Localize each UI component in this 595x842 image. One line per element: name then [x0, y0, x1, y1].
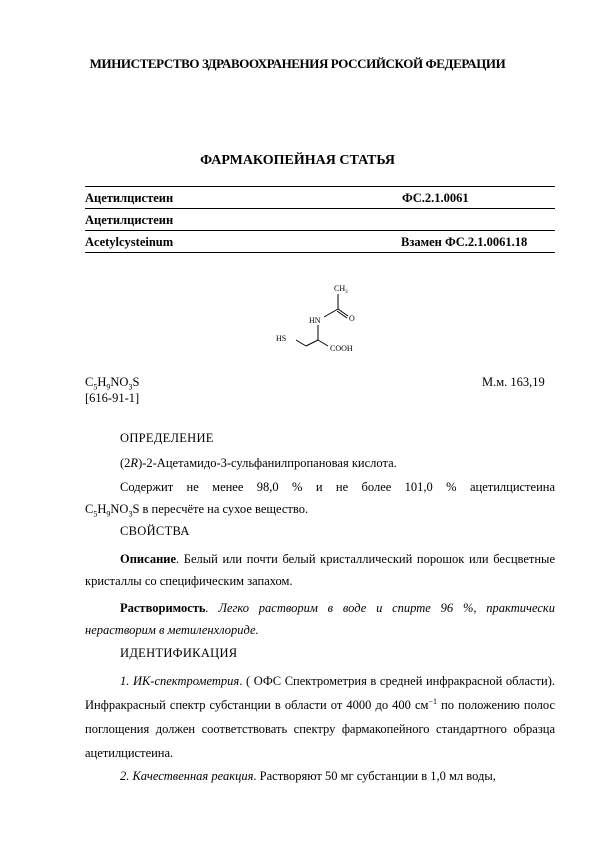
ir-paragraph: 1. ИК-спектрометрия. ( ОФС Спектрометрия в средней инфракрасной области). Инфракрасный спектр субстанции в области от 4000 до 400 $см^{-1}$ по положению полос поглощения должен соответствовать спектру фармакопейного стандартного образца ацетилцистеина. — [85, 674, 555, 760]
content-line-1: Содержит не менее 98,0 % и не более 101,0 % ацетилцистеина — [120, 480, 555, 494]
header-rule-1 — [85, 186, 555, 187]
header-rule-3 — [85, 230, 555, 231]
cas-number: [616-91-1] — [85, 391, 140, 405]
section-definition-title: ОПРЕДЕЛЕНИЕ — [120, 431, 214, 445]
molecular-formula: $C_5H_9NO_3S$ — [85, 375, 140, 392]
name-latin: Acetylcysteinum — [85, 235, 174, 249]
structural-formula — [268, 280, 378, 360]
oxygen-label: O — [349, 314, 355, 323]
header-rule-2 — [85, 208, 555, 209]
molecular-mass: М.м. 163,19 — [482, 375, 545, 389]
description-paragraph: Описание. Белый или почти белый кристаллический порошок или бесцветные кристаллы со специфическим запахом. — [85, 552, 555, 588]
section-identification-title: ИДЕНТИФИКАЦИЯ — [120, 646, 238, 660]
header-rule-4 — [85, 252, 555, 253]
cooh-label: COOH — [330, 344, 353, 353]
content-line-2: $C_5H_9NO_3S$ в пересчёте на сухое вещество. — [85, 502, 309, 519]
definition-text: (2R)-2-Ацетамидо-3-сульфанилпропановая кислота. — [120, 456, 397, 470]
solubility-paragraph: Растворимость. Легко растворим в воде и спирте 96 %, практически нерастворим в метиленхлориде. — [85, 601, 555, 637]
article-code: ФС.2.1.0061 — [402, 191, 469, 205]
ministry-heading: МИНИСТЕРСТВО ЗДРАВООХРАНЕНИЯ РОССИЙСКОЙ ФЕДЕРАЦИИ — [89, 56, 506, 71]
name-ru-2: Ацетилцистеин — [85, 213, 174, 227]
section-properties-title: СВОЙСТВА — [120, 524, 190, 538]
qual-paragraph: 2. Качественная реакция. Растворяют 50 мг субстанции в 1,0 мл воды, — [120, 769, 496, 783]
hs-label: HS — [276, 334, 287, 343]
name-ru-1: Ацетилцистеин — [85, 191, 174, 205]
article-title: ФАРМАКОПЕЙНАЯ СТАТЬЯ — [200, 153, 395, 168]
nh-label: HN — [309, 316, 321, 325]
replaces-code: Взамен ФС.2.1.0061.18 — [401, 235, 528, 249]
ch3-label: $CH_3$ — [334, 284, 348, 295]
